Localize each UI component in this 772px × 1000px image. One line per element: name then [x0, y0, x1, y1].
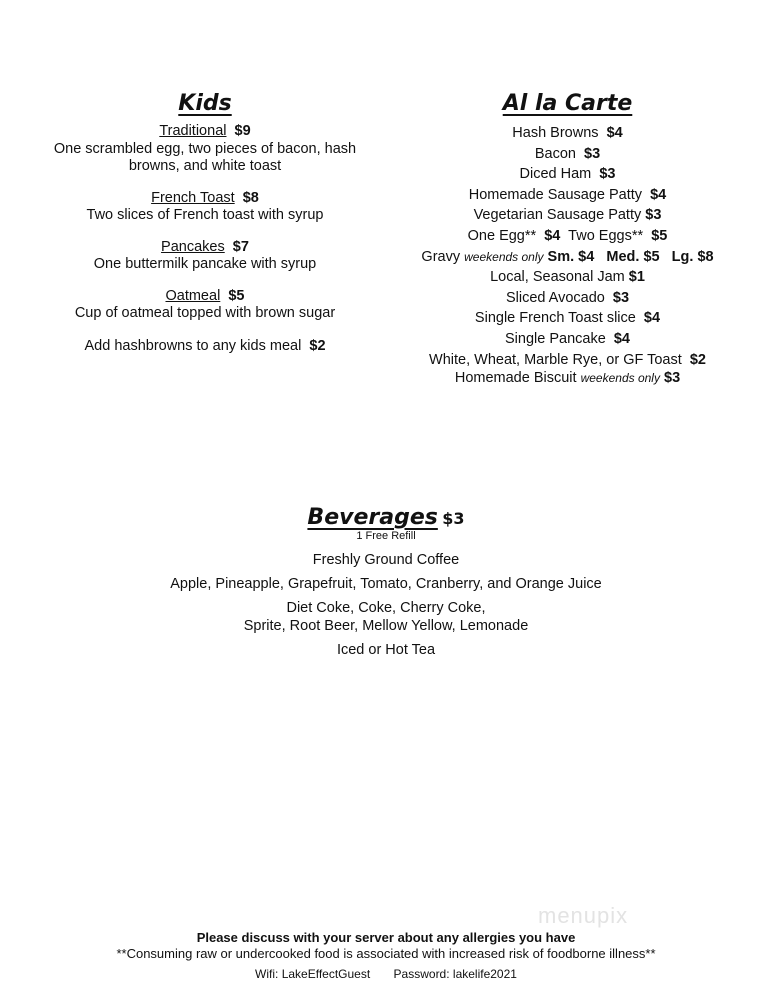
addon-text: Add hashbrowns to any kids meal: [84, 337, 302, 354]
item-price: $4: [650, 186, 667, 203]
alacarte-item: [400, 205, 735, 226]
item-name: White, Wheat, Marble Rye, or GF Toast: [429, 351, 682, 368]
kids-item-traditional: [40, 123, 370, 176]
beverage-item: Freshly Ground Coffee: [312, 552, 460, 568]
wifi-info: [0, 966, 772, 982]
item-name: Oatmeal: [165, 287, 221, 304]
item-note: weekends only: [464, 249, 544, 264]
item-description: Cup of oatmeal topped with brown sugar: [74, 305, 336, 321]
alacarte-item: [400, 288, 735, 309]
item-name: Two Eggs**: [568, 227, 644, 244]
item-price: $4: [643, 310, 661, 327]
alacarte-item-biscuit: [400, 370, 735, 386]
beverages-section: [86, 507, 686, 665]
kids-section: [40, 93, 370, 356]
foodborne-warning: **Consuming raw or undercooked food is associated with increased risk of foodborne illness**: [116, 946, 656, 961]
item-name: Diced Ham: [519, 166, 592, 183]
item-name: Vegetarian Sausage Patty: [473, 207, 642, 224]
beverage-item: [86, 599, 686, 635]
item-price: $4: [606, 125, 623, 141]
menupix-watermark: menupix: [538, 903, 629, 928]
item-name: One Egg**: [467, 227, 537, 244]
item-price: $3: [584, 145, 601, 162]
item-price: $7: [232, 238, 249, 255]
item-price: $3: [645, 207, 662, 224]
item-price: $4: [544, 227, 561, 244]
item-price: $5: [651, 227, 668, 244]
item-description: One scrambled egg, two pieces of bacon, hash browns, and white toast: [53, 140, 357, 174]
item-price: $3: [664, 370, 681, 387]
kids-addon: [40, 336, 370, 357]
item-name: Hash Browns: [512, 125, 599, 141]
item-name: French Toast: [151, 189, 235, 206]
item-price: $2: [689, 351, 706, 368]
beverage-line: Diet Coke, Coke, Cherry Coke,: [286, 600, 486, 616]
alacarte-item: [400, 144, 735, 165]
alacarte-item: [400, 164, 735, 185]
item-description: One buttermilk pancake with syrup: [93, 256, 317, 272]
alacarte-heading: Al la Carte: [502, 91, 633, 116]
beverage-line: Sprite, Root Beer, Mellow Yellow, Lemonade: [243, 618, 529, 634]
alacarte-item: [400, 123, 735, 144]
item-name: Sliced Avocado: [505, 289, 605, 306]
alacarte-section: [400, 93, 735, 386]
item-price: $5: [228, 287, 245, 304]
kids-item-pancakes: [40, 239, 370, 274]
item-name: Homemade Biscuit: [454, 370, 577, 387]
item-price: Med. $5: [606, 248, 660, 265]
item-price: $1: [628, 269, 645, 286]
wifi-network: Wifi: LakeEffectGuest: [255, 967, 371, 981]
beverages-heading: Beverages: [307, 505, 438, 530]
item-price: $8: [242, 189, 259, 206]
alacarte-item: [400, 267, 735, 288]
alacarte-item-eggs: [400, 226, 735, 247]
item-price: Sm. $4: [547, 248, 595, 265]
item-note: weekends only: [580, 371, 660, 386]
beverages-refill-note: 1 Free Refill: [356, 530, 416, 542]
beverage-item: Apple, Pineapple, Grapefruit, Tomato, Cranberry, and Orange Juice: [170, 576, 602, 592]
alacarte-item: [400, 329, 735, 350]
kids-heading: Kids: [178, 91, 232, 116]
item-price: Lg. $8: [671, 248, 714, 265]
item-price: $3: [599, 166, 616, 183]
item-name: Bacon: [534, 145, 576, 162]
addon-price: $2: [309, 337, 326, 354]
item-price: $9: [234, 123, 251, 139]
item-name: Single French Toast slice: [474, 310, 636, 327]
kids-item-french-toast: [40, 190, 370, 225]
kids-item-oatmeal: [40, 288, 370, 323]
alacarte-item: [400, 185, 735, 206]
item-name: Pancakes: [161, 238, 225, 255]
item-price: $4: [613, 330, 630, 347]
alacarte-item: [400, 308, 735, 329]
item-name: Homemade Sausage Patty: [468, 186, 643, 203]
allergy-notice: Please discuss with your server about any allergies you have: [196, 930, 576, 945]
beverages-price: $3: [442, 509, 465, 528]
footer: [0, 930, 772, 982]
item-name: Local, Seasonal Jam: [490, 269, 625, 286]
item-name: Gravy: [421, 248, 461, 265]
item-price: $3: [612, 289, 630, 306]
wifi-password: Password: lakelife2021: [393, 967, 517, 981]
alacarte-item-gravy: [400, 247, 735, 268]
item-name: Traditional: [159, 123, 227, 139]
item-name: Single Pancake: [505, 330, 606, 347]
item-description: Two slices of French toast with syrup: [86, 207, 324, 223]
alacarte-item: [400, 350, 735, 371]
beverage-item: Iced or Hot Tea: [336, 642, 436, 658]
